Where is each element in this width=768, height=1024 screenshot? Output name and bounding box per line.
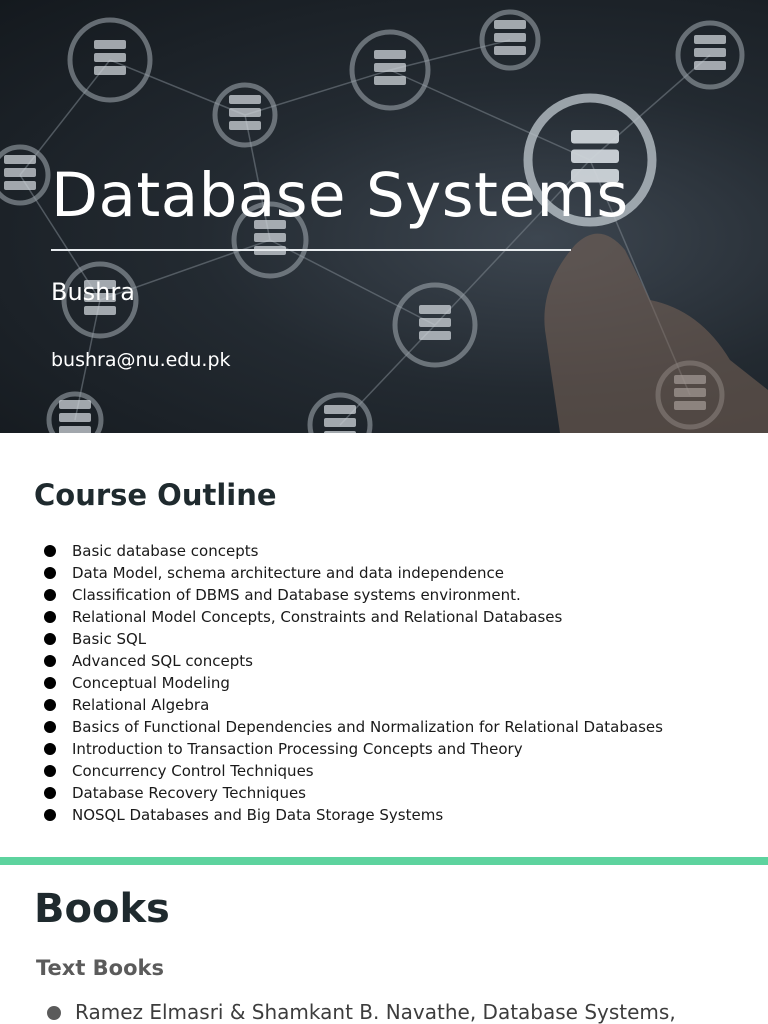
author-email: bushra@nu.edu.pk (51, 349, 231, 371)
list-item (44, 782, 663, 804)
list-item-label: Classification of DBMS and Database systems environment. (72, 586, 521, 604)
title-slide (0, 0, 768, 433)
bullet-icon (44, 721, 56, 733)
list-item-label: Basic database concepts (72, 542, 259, 560)
list-item-label: Advanced SQL concepts (72, 652, 253, 670)
bullet-icon (44, 787, 56, 799)
bullet-icon (44, 743, 56, 755)
bullet-icon (44, 633, 56, 645)
list-item (44, 584, 663, 606)
list-item (44, 650, 663, 672)
course-outline-list (44, 540, 663, 826)
list-item (44, 760, 663, 782)
list-item (44, 672, 663, 694)
bullet-icon (44, 765, 56, 777)
bullet-icon (44, 545, 56, 557)
bullet-icon (44, 677, 56, 689)
list-item-label: Basics of Functional Dependencies and Normalization for Relational Databases (72, 718, 663, 736)
bullet-icon (47, 1006, 61, 1020)
list-item (44, 738, 663, 760)
list-item (44, 694, 663, 716)
list-item (44, 562, 663, 584)
list-item-label: Relational Algebra (72, 696, 210, 714)
list-item-label: Database Recovery Techniques (72, 784, 307, 802)
list-item-label: Data Model, schema architecture and data independence (72, 564, 505, 582)
list-item (44, 804, 663, 826)
list-item (44, 540, 663, 562)
list-item (44, 606, 663, 628)
list-item (44, 628, 663, 650)
bullet-icon (44, 699, 56, 711)
list-item-label: Introduction to Transaction Processing Concepts and Theory (72, 740, 523, 758)
list-item (44, 716, 663, 738)
list-item-label: Basic SQL (72, 630, 147, 648)
bullet-icon (44, 809, 56, 821)
list-item (47, 1000, 676, 1024)
list-item-label: Conceptual Modeling (72, 674, 230, 692)
bullet-icon (44, 655, 56, 667)
bullet-icon (44, 567, 56, 579)
bullet-icon (44, 589, 56, 601)
course-outline-heading: Course Outline (34, 478, 277, 512)
author-name: Bushra (51, 278, 135, 306)
books-heading: Books (34, 886, 170, 932)
book-reference: Ramez Elmasri & Shamkant B. Navathe, Database Systems, (75, 1000, 676, 1024)
presentation-title: Database Systems (51, 160, 629, 231)
list-item-label: Relational Model Concepts, Constraints and Relational Databases (72, 608, 563, 626)
bullet-icon (44, 611, 56, 623)
text-books-subheading: Text Books (36, 956, 164, 980)
list-item-label: Concurrency Control Techniques (72, 762, 314, 780)
title-underline (51, 249, 571, 251)
list-item-label: NOSQL Databases and Big Data Storage Systems (72, 806, 444, 824)
slide-divider (0, 857, 768, 865)
